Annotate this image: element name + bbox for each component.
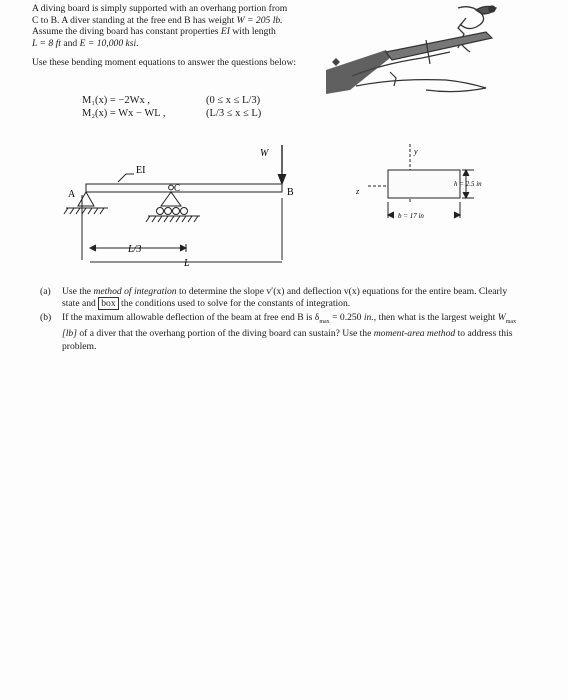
c-label: C [174, 183, 181, 193]
ei-label: EI [136, 165, 146, 176]
moment-equations [82, 94, 261, 120]
equation-row-1: M₁(x) = −2Wx , (0 ≤ x ≤ L/3) [82, 95, 261, 106]
beam-diagram [60, 140, 310, 270]
w-label: W [260, 148, 269, 159]
b-label: B [287, 187, 294, 198]
instruction-text: Use these bending moment equations to answer the questions below: [32, 57, 297, 69]
diver-illustration [326, 0, 516, 110]
a-label: A [68, 189, 76, 200]
question-b: (b) If the maximum allowable deflection of the beam at free end B is $\delta_{max} = 0.250$ in., then what is the largest weight $W_{max}$ [lb] of a diver that the overhang portion of the diving board can sustain? Use the moment-area method to address this problem. [40, 311, 517, 352]
z-axis-label: z [356, 187, 360, 196]
boxed-word: box [98, 297, 118, 310]
pin-support-a [78, 192, 94, 206]
length-value: L = 8 ft [32, 37, 61, 49]
modulus-value: E = 10,000 ksi. [79, 37, 139, 49]
question-parts [40, 286, 522, 354]
beam [86, 184, 282, 192]
problem-description: A diving board is simply supported with an overhang portion from C to B. A diver standing at the free end B has weight W = 205 lb. Assume the diving board has constant properties EI with length L = 8 ft and E = 10,000 ksi. [32, 3, 288, 49]
l-label: L [184, 258, 190, 269]
rectangular-section [388, 170, 460, 198]
y-axis-label: y [414, 147, 418, 156]
cross-section-diagram [342, 142, 532, 232]
l3-label: L/3 [128, 244, 142, 255]
roller-support-c [161, 192, 181, 206]
question-a: (a) Use the method of integration to determine the slope v′(x) and deflection v(x) equations for the entire beam. Clearly state and box the conditions used to solve for the constants of integration. [40, 286, 508, 310]
problem-statement [32, 3, 332, 77]
h-dimension-label: h = 2.5 in [454, 180, 482, 188]
weight-value: W = 205 lb. [236, 14, 283, 26]
equation-row-2: M₂(x) = Wx − WL , (L/3 ≤ x ≤ L) [82, 108, 262, 119]
b-dimension-label: b = 17 in [398, 212, 424, 220]
